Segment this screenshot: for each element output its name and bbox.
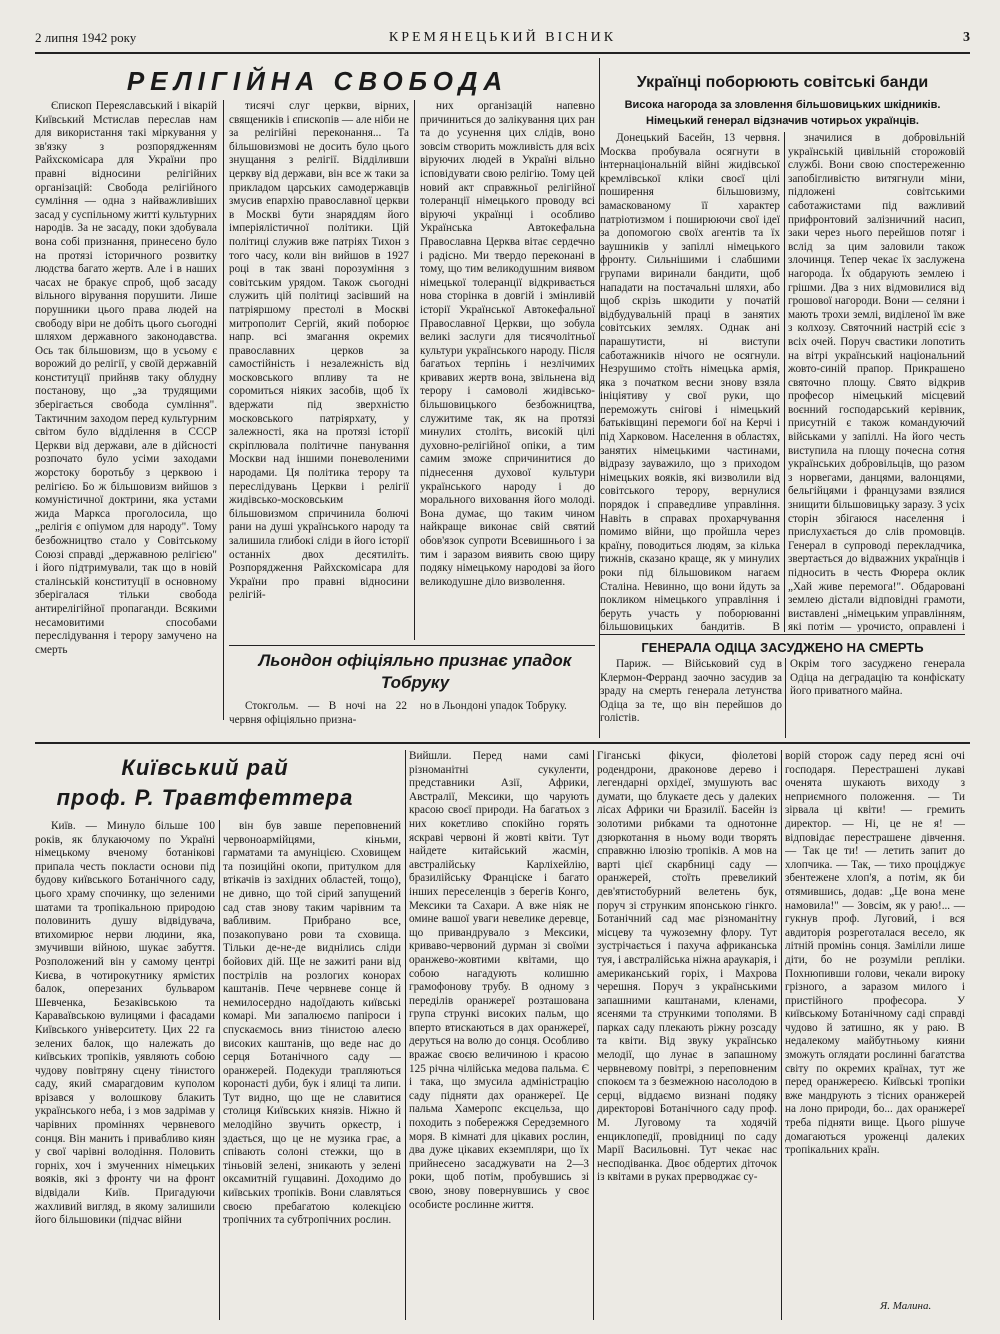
religion-headline: РЕЛІГІЙНА СВОБОДА — [126, 66, 509, 96]
page-header — [35, 30, 970, 52]
odic-column-1 — [600, 658, 782, 738]
london-column-1 — [229, 700, 407, 730]
london-column-2 — [420, 700, 595, 730]
odic-headline: ГЕНЕРАЛА ОДІЦА ЗАСУДЖЕНО НА СМЕРТЬ — [641, 640, 924, 655]
section-rule — [229, 645, 595, 646]
issue-date: 2 липня 1942 року — [35, 30, 137, 45]
odic-column-2 — [790, 658, 965, 738]
kyiv-text-3: Вийшли. Перед нами самі різноманітні сукуленти, представники Азії, Африки, Австралії, Мексики, що чарують красою своєї природи. На багатьох з них кокетливо спокійно горять яскраві червоні й жовті квіти. Тут найдете китайський жасмін, австралійську Карліхейлію, бразилійську Франціске і багато інших переселенців з берегів Конго, Мексики та Сахари. А вже ніяк не омине вашої уваги невелике деревце, що привандрувало з Мексики, криваво-червоний дурман зі своїми оранжево-жовтими квітами, що собою нагадують колишню грамофонову трубу. В одному з переділів оранжереї розташована група стрункі високих пальм, що вперто втискаються в дах оранжереї, деруться на волю до сонця. Особливо вражає своєю величиною і красою 125 річна чілійська медова пальма. Є і така, що змусила адміністрацію саду підняти дах оранжереї. Це пальма Хамеропс ексцельза, що походить з побережжя Середземного моря. В кімнаті для цікавих рослин, два дуже цікавих екземпляри, що їх прийнесено засаджувати на 2—3 роки, щоб потім, пробувшись зі свою, знову повернувшись у своє особисте рослинне життя. — [409, 750, 589, 1211]
religion-column-2 — [229, 100, 409, 640]
religion-text-1: Єпископ Переяславський і вікарій Київський Мстислав переслав нам для використання такі міркування у зв'язку з розпорядженням Райхскомісара для України про правні відносини релігійних організацій: Свобода релігійного сумління — одна з найважливіших засад у суспільному житті культурних народів. За не засаду, поки здобувала вона собі признання, принесено було на протязі історичного розвитку людства багато жертв. Але і в наших часах не бракує спроб, щоб засаду вільного вірування порушити. Лише порушники цього права людей на свободу віри не добіть цього сьогодні шляхом державного законодавства. Ось так більшовизм, що в усьому є ворожий до релігії, у своїй державній конституції прийняв таку облудну постанову, що „за трудящими зберігається свобода сумління". Тактичним заходом перед культурним світом було відділення в СССР Церкви від держави, але в дійсності розпочато було усіми заходами жорстоку боротьбу з церквою і релігією. Бо ж більшовизм вийшов з комуністичної доктрини, яка устами жида Маркса проголосила, що „релігія є опіумом для народу". Тому безбожництво стало у Совітському Союзі справді „державною релігією" і його підтримували, так що в новій сталінській конституції в основному зберігалася тільки свобода антирелігійної пропаганди. Всякими несамовитими способами переслідування і терору замучено на смерть — [35, 100, 217, 656]
newspaper-title: КРЕМЯНЕЦЬКИЙ ВІСНИК — [388, 30, 617, 45]
ukrainians-column-2 — [788, 132, 965, 632]
section-divider — [35, 742, 970, 744]
column-divider — [405, 750, 406, 1320]
header-rule — [35, 52, 970, 54]
odic-text-2: Окрім того засуджено генерала Одіца на деградацію та конфіскату його приватного майна. — [790, 658, 965, 698]
column-divider — [219, 820, 220, 1320]
ukrainians-subheadline-1: Висока нагорода за зловлення більшовицьких шкідників. — [624, 99, 941, 111]
kyiv-column-4 — [597, 750, 777, 1320]
london-headline: Льондон офіціяльно признає упадок Тобруку — [258, 651, 572, 692]
column-divider — [784, 132, 785, 632]
ukrainians-headline: Українці поборюють совітські банди — [636, 74, 929, 91]
ukrainians-subheadline-2: Німецький генерал відзначив чотирьох українців. — [646, 115, 919, 127]
kyiv-column-3 — [409, 750, 589, 1320]
ukrainians-text-2: значилися в добровільній українській цивільній сторожовій службі. Вони свою спостереженню запобігливістю витягнули міни, підложені совітськими саботажистами під важливий прифронтовий залізничний насип, заки через нього перейшов потяг і вслід за цим заловили також злочинця. Тепер чекає їх заслужена нагорода. Їх обдарують землею і грішми. Два з них відмовилися від грошової нагороди. Вони — селяни і мають трохи землі, виділеної їм вже з колхозу. Святочний настрій єсіє з всіх очей. Поруч свастики лопотить на вітрі український національний жовто-синій прапор. Прикрашено святочно площу. Свято відкрив професор німецький місцевий воєнний господарський керівник, присутній є також командуючий військами у запіллі. На його честь виступила на площу почесна сотня українських добровільців, що разом з норвегами, данцями, валонцями, бельгійцями і французами взялися знищити більшовицьку заразу. З усіх сторін збігаюся населення і прислухається до слів промовців. Генерал в супроводі перекладчика, звертається до відважних українців і підносить в честь Фюрера оклик „Хай живе перемога!". Обдаровані землею дістали відповідні грамоти, виставлені „німецьким управлінням, які потім — урочисто, оправлені і — [788, 132, 965, 632]
page-number: 3 — [963, 30, 970, 45]
religion-column-3 — [420, 100, 595, 640]
column-divider — [785, 658, 786, 738]
column-divider — [414, 100, 415, 640]
kyiv-text-1: Київ. — Минуло більше 100 років, як блукаючому по Україні німецькому вченому ботанікові припала честь покласти основи під будову київського Ботанічного саду, цього храму спочинку, що зеленими шатами та тропікальною природою половинить душу відвідувача, втихомирює нерви людини, яка, змучивши війною, шукає забуття. Розположений він у самому центрі Києва, в чотирокутнику ярмістих балок, оперезаних бульваром Шевченка, Безаківською та Караваївською вулицями і фасадами Київського університету. Цих 22 га зелених балок, що належать до київських тропіків, уявляють собою чудову повітряну сцену тінистого саду, який смарагдовим куполом врізався у волошкову блакить українського неба, і з мов задрімав у чарівних проміннях червневого сонця. Він манить і привабливо киян у свої чарівні володіння. Половить горніх, хоч і змученних німецьких вояків, які з фронту чи на фронт відвідали Київ. Пригадуючи жахливий вигляд, в якому залишили його більшовики (підчас війни — [35, 820, 215, 1227]
kyiv-column-5 — [785, 750, 965, 1295]
london-text-2: но в Льондоні упадок Тобруку. — [420, 700, 567, 712]
religion-text-2: тисячі слуг церкви, вірних, священиків і єпископів — але ніби не за релігійні переконання... Та більшовизмові не досить було цього знущання з релігії. Відділивши церкву від держави, він все ж таки за прикладом царських самодержавців змусив епархію православної церкви в Москві бути знаряддям його імперіялістичної політики. Цій політиці служив вже патріях Тихон з того часу, коли він вийшов в 1927 році в так звані порозуміння з совітським урядом. Також сьогодні служить цій політиці засівший на патріяршому престолі в Москві митрополит Сергій, який поборює напр. всі змагання окремих православних церков за самостійність і незалежність від московського впливу та не соромиться ніяких засобів, щоб їх вдержати під зверхністю московського патріярхату, у залежності, яка на протязі історії скріплювала політичне панування Москви над іншими поневоленими народами. Ця політика терору та переслідувань Церкви і релігії жидівсько-московським більшовизмом спричинила болючі рани на душі українського народу та залишила глибокі сліди в його історії останніх двох десятиліть. Розпорядження Райхскомісара для України про правні відносини релігій- — [229, 100, 409, 602]
kyiv-text-4: Гіганські фікуси, фіолетові родендрони, драконове дерево і легендарні орхідеї, змушують вас думати, що блукаєте десь у далеких лісах Африки чи Бразилії. Басейн із золотими рибками та однотонне дзюркотання в ньому води творять справжню ілюзію тропіків. А мов на варті цієї скарбниці саду — оранжерей, стоїть превеликий дев'ятистобурний велетень бук, поруч зі струнким японською гінкго. Ботанічний сад має різноманітну місцеву та чужоземну флору. Тут зустрічається і пахуча африканська туя, і австралійська ніжна араукарія, і американський горіх, і Махрова черешня. Поруч з українськими запашними каштанами, кленами, ясенями та стрункими тополями. В парках саду плекають ріжну розсаду та квіти. Від звуку українсько мелодії, що лунає в запашному червневому повітрі, з переповненим спокоєм та з безмежною насолодою в серці, віддаємо визнані подяку директорові Ботанічного саду проф. М. Луговому та ходячій енциклопедії, провідниці по саду Марії Васильовні. Тут чекає нас несподіванка. Двоє обдертих діточок із квітами в руках прерводжає су- — [597, 750, 777, 1184]
ukrainians-text-1: Донецький Басейн, 13 червня. Москва пробувала осягнути в інтернаціональній війні жидівської кремлівської кліки своєї цілі поширення більшовизму, замаскованому її характер патріотизмом і поширюючи свої ідеї за допомогою своїх агентів та їх заушників у запіллі німецького фронту. Сильнішими і слабшими групами виринали бандити, щоб нападати на постачальні шляхи, або щоб скрізь шкодити у початій відбудувальній праці в занятих совітських землях. Однак ані парашутисти, ні виступи саботажників нічого не осягнули. Незрушимо стоїть німецька армія, яка з початком весни знову взяла ініціятиву у свої руки, що переможуть снігові і німецький батьківщині перемоги бої на Керчі і під Харковом. Населення в областях, занятих німецькими частинами, відразу зауважило, що з приходом німецьких вояків, які визволили від совітського терору, вернулися порядок і справедливе управління. Навіть в справах прохарчування помимо війни, що пройшла через країну, поводиться людям, за кілька тижнів, сказано краще, як у минулих роки під більшовиком нагаєм Сталіна. Невинно, що вони йдуть за покликом німецького управління і беруть участь у поборюванні більшовицьких бандитів. В — [600, 132, 780, 632]
column-divider — [223, 100, 224, 720]
author-signature: Я. Малина. — [880, 1300, 932, 1312]
religion-column-1 — [35, 100, 217, 725]
kyiv-text-5: ворій сторож саду перед ясні очі господаря. Перестрашені лукаві оченята шукають виходу з неприємного положення. — Ти зірвала ці квіти! — гремить директор. — Ні, це не я! — відповідає перестрашене дівчення. — Так це ти! — летить запит до хлопчика. — Так, — тихо проціджує збентежене хлоп'я, а потім, як би отямившись, додав: „Це вона мене намовила!" — Зовсім, як у раю!... — гукнув проф. Луговий, і вся авдиторія розреготалася весело, як літній промінь сонця. Заміліли лише діти, бо не розуміли репліки. Похнюпивши голови, чекали вироку грізного, а заразом милого і пристійного професора. У київському Ботанічному саді справді чудово й затишно, як у раю. В недалекому майбутньому кияни зможуть оглядати рослинні багатства світу по окремих країнах, тут же перед оранжереєю. Київські тропіки вже мандрують з тісних оранжерей на лоно природи, бо... дах оранжереї треба підняти вище. Цього рішуче домагаються уроженці далеких тропікальних країн. — [785, 750, 965, 1157]
kyiv-column-2 — [223, 820, 401, 1320]
column-divider — [593, 750, 594, 1320]
section-rule — [600, 634, 965, 635]
column-divider — [781, 750, 782, 1320]
odic-text-1: Париж. — Військовий суд в Клермон-Ферранд заочно засудив за зраду на смерть генерала летунства Одіца за те, що він перейшов до голістів. — [600, 658, 782, 725]
kyiv-headline-2: проф. Р. Травтфеттера — [56, 785, 354, 810]
london-text-1: Стокгольм. — В ночі на 22 червня офіціяльно призна- — [229, 700, 407, 726]
ukrainians-column-1 — [600, 132, 780, 632]
kyiv-text-2: він був завше переповнений червоноармійцями, кіньми, гарматами та амуніцією. Сховищем та позиційні окопи, притулком для втікачів із західних областей, тощо), не дивно, що той сірий запущений сад став знову таким чарівним та вабливим. Прибрано все, позакопувано рови та сховища. Тільки де-не-де виднілись сліди бойових дій. Ще не зажиті рани від пострілів на розлогих конорах каштанів. Пече червневе сонце й немилосердно надоїдають київські комарі. Ми запалюємо папіроси і спускаємось вниз тінистою алеєю високих каштанів, що веде нас до серця Ботанічного саду — оранжерей. Подекуди трапляються коронасті дуби, бук і ялиці та липи. Тут видно, що ще не славитися столиця Київських князів. Ніжно й мелодійно звучить оркестр, і здається, що це не музика грає, а співають солоні стежки, що в тіньовій зелені, зникають у зелені оксамитній гущавині. Доходимо до київських тропіків. Вони славляться своєю пребагатою колекцією тропічних та субтропічних рослин. — [223, 820, 401, 1227]
kyiv-column-1 — [35, 820, 215, 1320]
kyiv-headline-1: Київський рай — [121, 755, 289, 780]
religion-text-3: них організацій напевно причиниться до залікування цих ран та до усунення цих слідів, воно зовсім створить можливість для всіх віруючих людей в Україні вільно ісповідувати свою релігію. Тому цей новий акт справжньої релігійної толеранції німецького проводу всі віруючі українці і особливо Українська Автокефальна Православна Церква вітає сердечно і радісно. Ми твердо переконані в тому, що тим великодушним виявом німецької толеранції відкривається нова сторінка в довгій і змінливій історії Української Автокефальної Православної Церкви, що зобула великі заслуги для тисячолітньої культури українського народу. Після багатьох терпінь і незлічимих кривавих жертв вона, звільнена від терору і самоволі жидівсько-більшовицького безбожництва, служитиме так, як на протязі минулих століть, високій цілі духовно-релігійної опіки, а тим самим зможе спричинитися до піднесення духової культури українського народу і до морального виховання його молоді. Вона думає, що таким чином найкраще виконає свій святий обов'язок супроти Всевишнього і за тим і заразом виявить свою щиру подяку німецькому народові за його великодушне діло визволення. — [420, 100, 595, 588]
